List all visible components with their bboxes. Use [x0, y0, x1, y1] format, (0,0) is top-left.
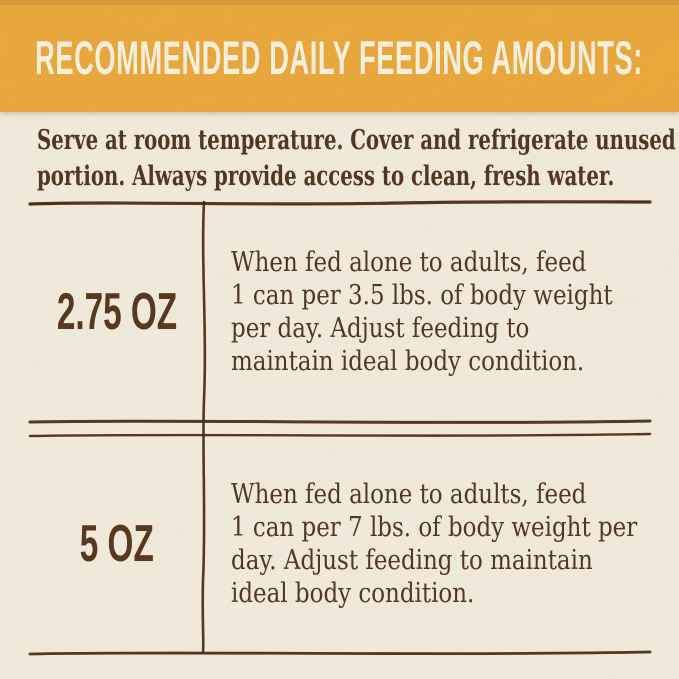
instructions-line: maintain ideal body condition.	[231, 346, 585, 377]
instructions-line: When fed alone to adults, feed	[231, 478, 587, 510]
instructions-line: ideal body condition.	[231, 577, 475, 609]
intro-text	[37, 123, 676, 195]
feeding-row-2-instructions-cell	[231, 435, 651, 652]
intro-line: Serve at room temperature. Cover and refrigerate unused	[37, 125, 676, 156]
feeding-row-1-size-cell	[30, 203, 204, 421]
portion-size-label: 2.75 OZ	[56, 283, 178, 341]
instructions-line: 1 can per 7 lbs. of body weight per	[231, 511, 638, 543]
instructions-line: day. Adjust feeding to maintain	[231, 544, 593, 576]
instructions-line: 1 can per 3.5 lbs. of body weight	[231, 280, 613, 311]
horizontal-rule-bottom	[30, 652, 650, 654]
instructions-line: When fed alone to adults, feed	[231, 247, 587, 278]
intro-line: portion. Always provide access to clean, fresh water.	[37, 161, 615, 192]
header-banner	[0, 0, 679, 112]
horizontal-rule-mid-upper	[30, 421, 650, 422]
instructions-line: per day. Adjust feeding to	[231, 313, 530, 344]
feeding-row-1-instructions-cell	[231, 203, 651, 421]
portion-size-label: 5 OZ	[80, 514, 154, 573]
feeding-row-2-size-cell	[30, 435, 204, 652]
page-title: RECOMMENDED DAILY FEEDING AMOUNTS:	[35, 30, 644, 84]
